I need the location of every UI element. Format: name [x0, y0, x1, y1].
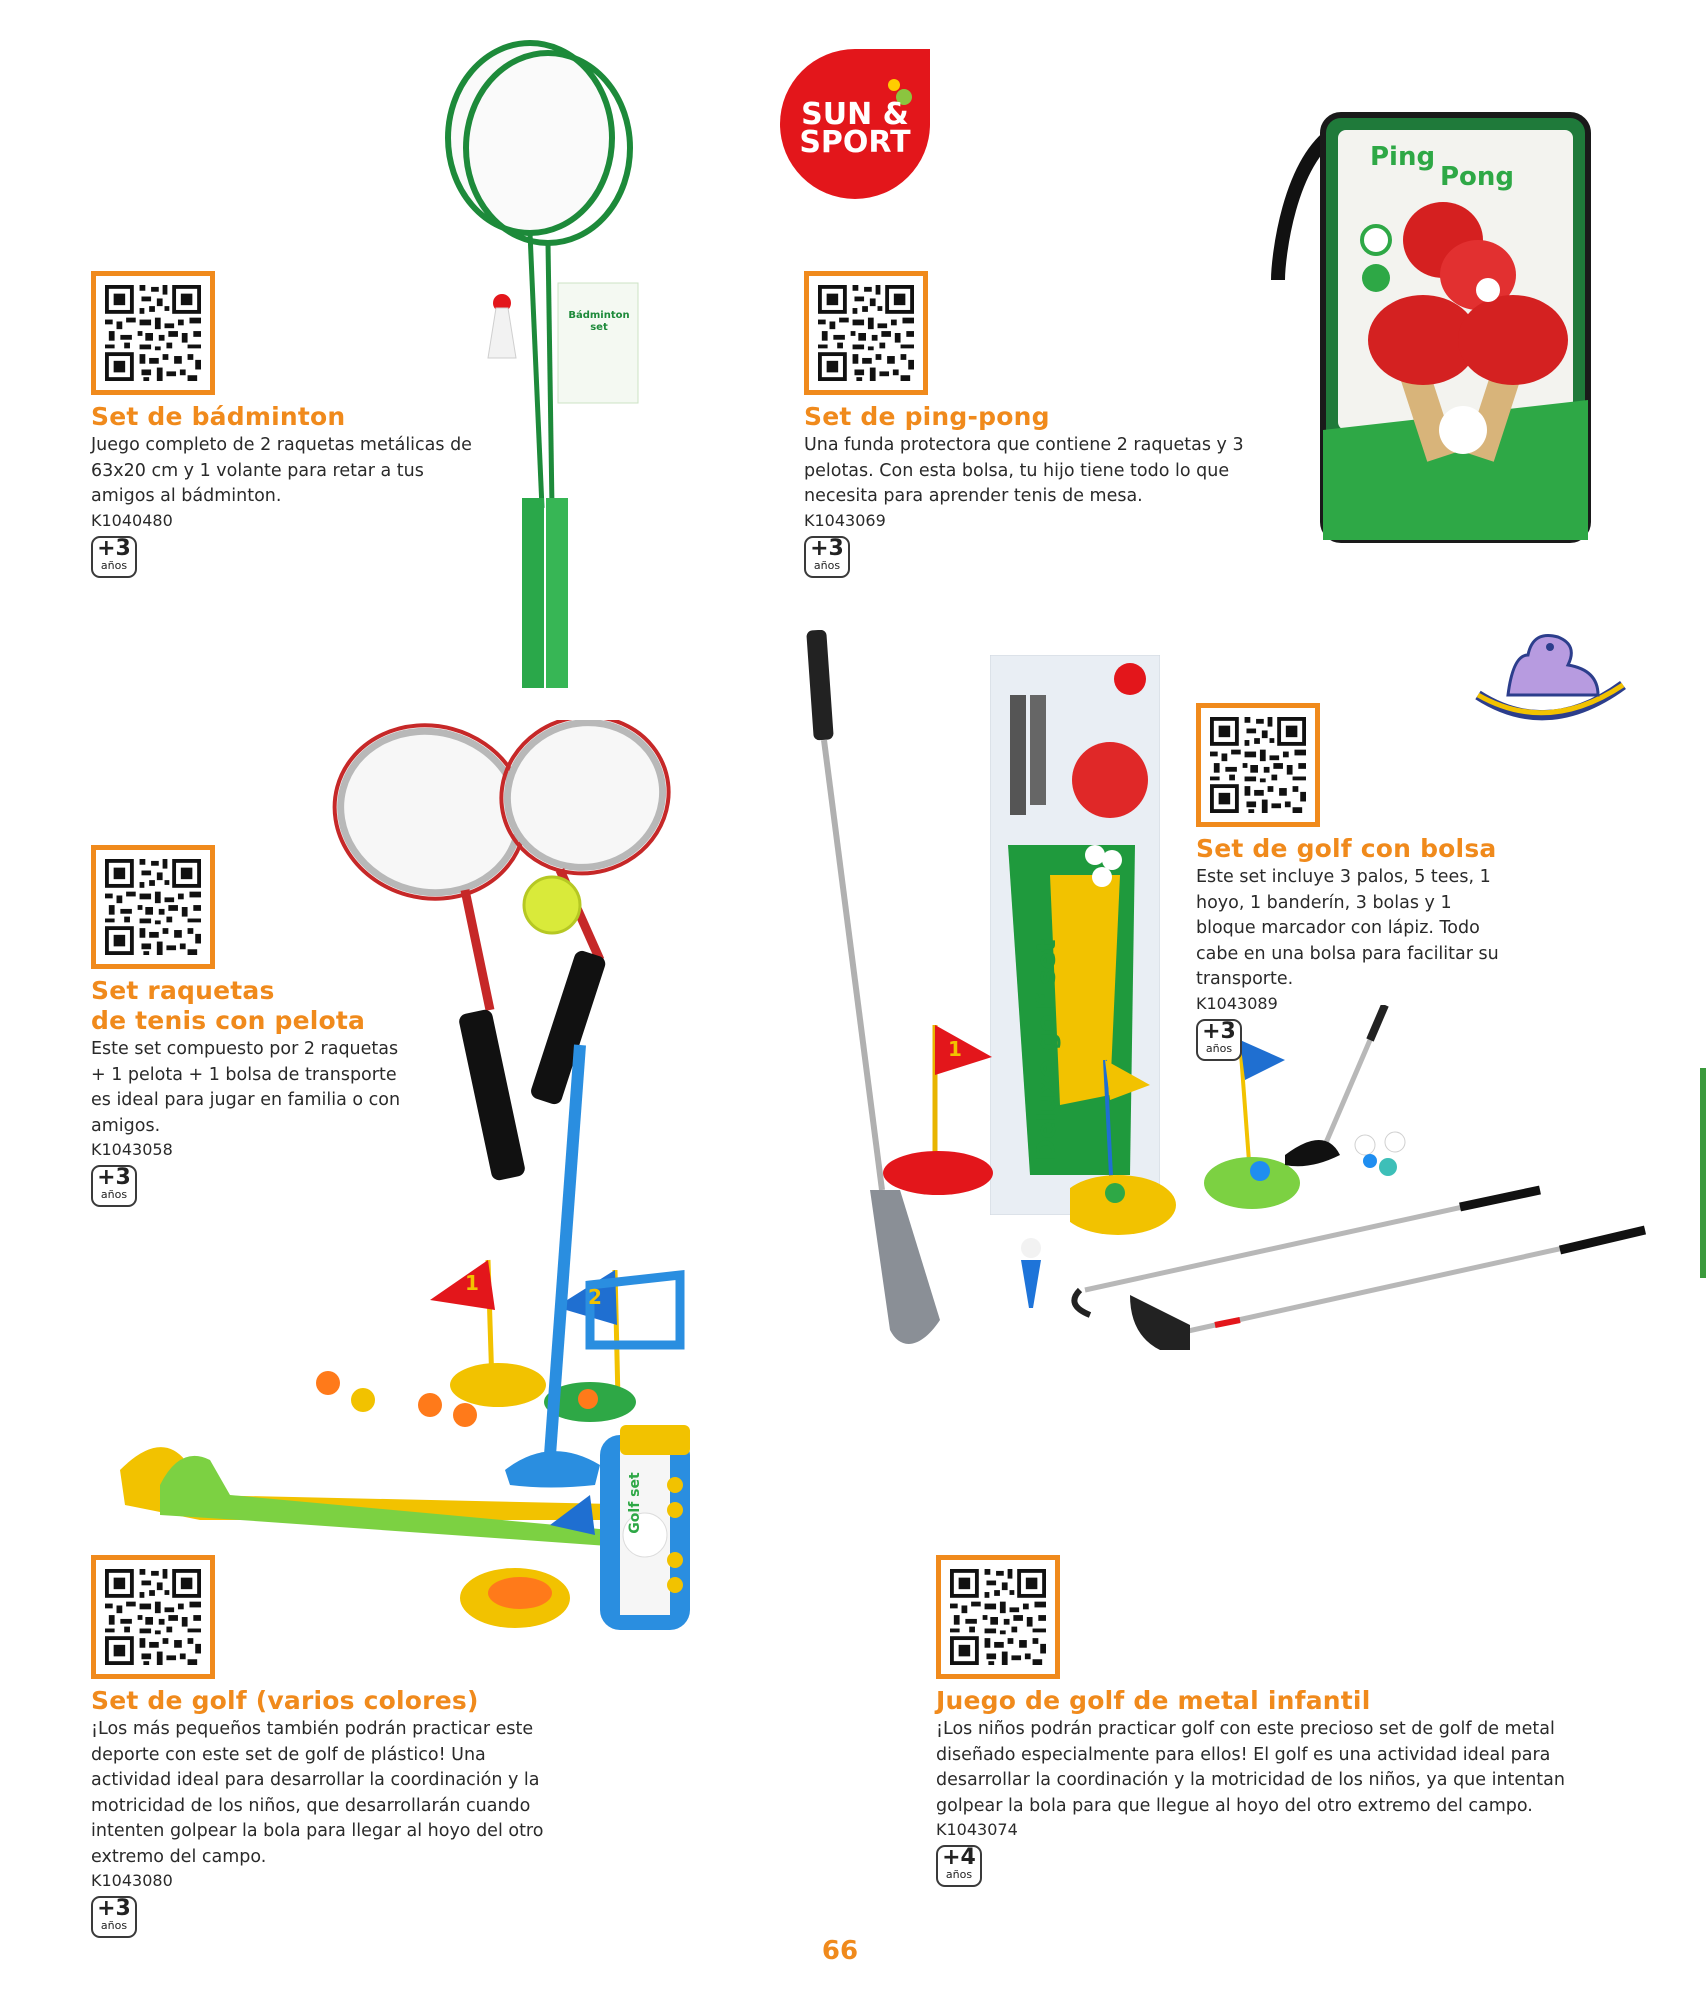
junior-metal-golf-image [1070, 1005, 1670, 1425]
age-badge [91, 536, 137, 578]
deluxe-golf-set-label: Deluxe golf set [1032, 939, 1062, 1161]
ping-label: Ping [1370, 142, 1436, 172]
flag-number-one: 1 [948, 1037, 962, 1061]
age-badge [804, 536, 850, 578]
product-title-line-1: Set raquetas [91, 976, 275, 1005]
product-description: ¡Los más pequeños también podrán practicar este deporte con este set de golf de plástico! Una actividad ideal para desarrollar la coordinación y la motricidad de los niños, que desarrollarán cuando intenten golpear la bola para llegar al hoyo del otro extremo del campo. [91, 1719, 544, 1867]
age-value: +4 [942, 1845, 976, 1870]
qr-code-golf-bag[interactable] [1196, 703, 1320, 827]
qr-code-golf-colors[interactable] [91, 1555, 215, 1679]
qr-code-ping-pong[interactable] [804, 271, 928, 395]
product-golf-metal [936, 1686, 1626, 1887]
section-side-tab [1700, 1068, 1706, 1278]
product-code: K1043069 [804, 510, 886, 530]
badminton-set-image [430, 28, 660, 688]
product-title [91, 976, 411, 1036]
product-description: Este set incluye 3 palos, 5 tees, 1 hoyo, 1 banderín, 3 bolas y 1 bloque marcador con lápiz. Todo cabe en una bolsa para facilitar su transporte. [1196, 867, 1499, 989]
product-title: Set de golf (varios colores) [91, 1686, 479, 1715]
product-title: Juego de golf de metal infantil [936, 1686, 1371, 1715]
age-badge [91, 1165, 137, 1207]
age-badge [936, 1845, 982, 1887]
qr-code-golf-metal[interactable] [936, 1555, 1060, 1679]
age-value: +3 [810, 535, 844, 561]
product-description: ¡Los niños podrán practicar golf con este precioso set de golf de metal diseñado especialmente para ellos! El golf es una actividad ideal para desarrollar la coordinación y la motricidad de los niños, ya que intentan golpear la bola para que llegue al hoyo del otro extremo del campo. [936, 1719, 1565, 1816]
page-number: 66 [821, 1936, 859, 1966]
age-unit: años [100, 558, 128, 572]
product-code: K1043080 [91, 1871, 173, 1890]
product-title: Set de ping-pong [804, 402, 1050, 431]
golf-toy-label: Golf set [627, 1472, 643, 1534]
age-unit: años [1205, 1041, 1233, 1055]
age-unit: años [945, 1868, 973, 1881]
badminton-pack-label: Bádminton set [568, 310, 630, 333]
age-value: +3 [97, 535, 131, 561]
golf-flag-hole-image [880, 1015, 1000, 1200]
product-code: K1043074 [936, 1820, 1018, 1839]
product-title-line-2: de tenis con pelota [91, 1006, 366, 1035]
flag-number-one-plastic: 1 [465, 1271, 479, 1295]
product-badminton [91, 402, 511, 578]
product-title: Set de golf con bolsa [1196, 834, 1497, 863]
product-golf-colors [91, 1686, 561, 1938]
age-unit: años [100, 1188, 128, 1201]
age-value: +3 [97, 1896, 131, 1921]
brand-line-1: SUN & [801, 97, 909, 132]
product-golf-bag [1196, 834, 1516, 1061]
age-unit: años [100, 1919, 128, 1932]
product-description: Este set compuesto por 2 raquetas + 1 pelota + 1 bolsa de transporte es ideal para jugar en familia o con amigos. [91, 1039, 401, 1136]
sun-and-sport-logo [776, 45, 934, 203]
pong-label: Pong [1440, 162, 1515, 192]
product-description: Una funda protectora que contiene 2 raquetas y 3 pelotas. Con esta bolsa, tu hijo tiene todo lo que necesita para aprender tenis de mesa. [804, 435, 1244, 506]
rocking-horse-decoration [1468, 625, 1628, 745]
qr-code-badminton[interactable] [91, 271, 215, 395]
product-code: K1043058 [91, 1140, 173, 1159]
flag-number-two-plastic: 2 [588, 1285, 602, 1309]
age-unit: años [813, 558, 841, 572]
product-title: Set de bádminton [91, 402, 346, 431]
product-ping-pong [804, 402, 1264, 578]
age-value: +3 [97, 1165, 131, 1190]
product-description: Juego completo de 2 raquetas metálicas de 63x20 cm y 1 volante para retar a tus amigos al bádminton. [91, 435, 472, 506]
age-value: +3 [1202, 1018, 1236, 1044]
age-badge [1196, 1019, 1242, 1061]
product-tennis [91, 976, 411, 1207]
age-badge [91, 1896, 137, 1938]
product-code: K1040480 [91, 510, 173, 530]
ping-pong-case-image [1268, 100, 1598, 545]
product-code: K1043089 [1196, 993, 1278, 1013]
qr-code-tennis[interactable] [91, 845, 215, 969]
brand-line-2: SPORT [799, 125, 911, 160]
tee-image [1018, 1238, 1044, 1308]
